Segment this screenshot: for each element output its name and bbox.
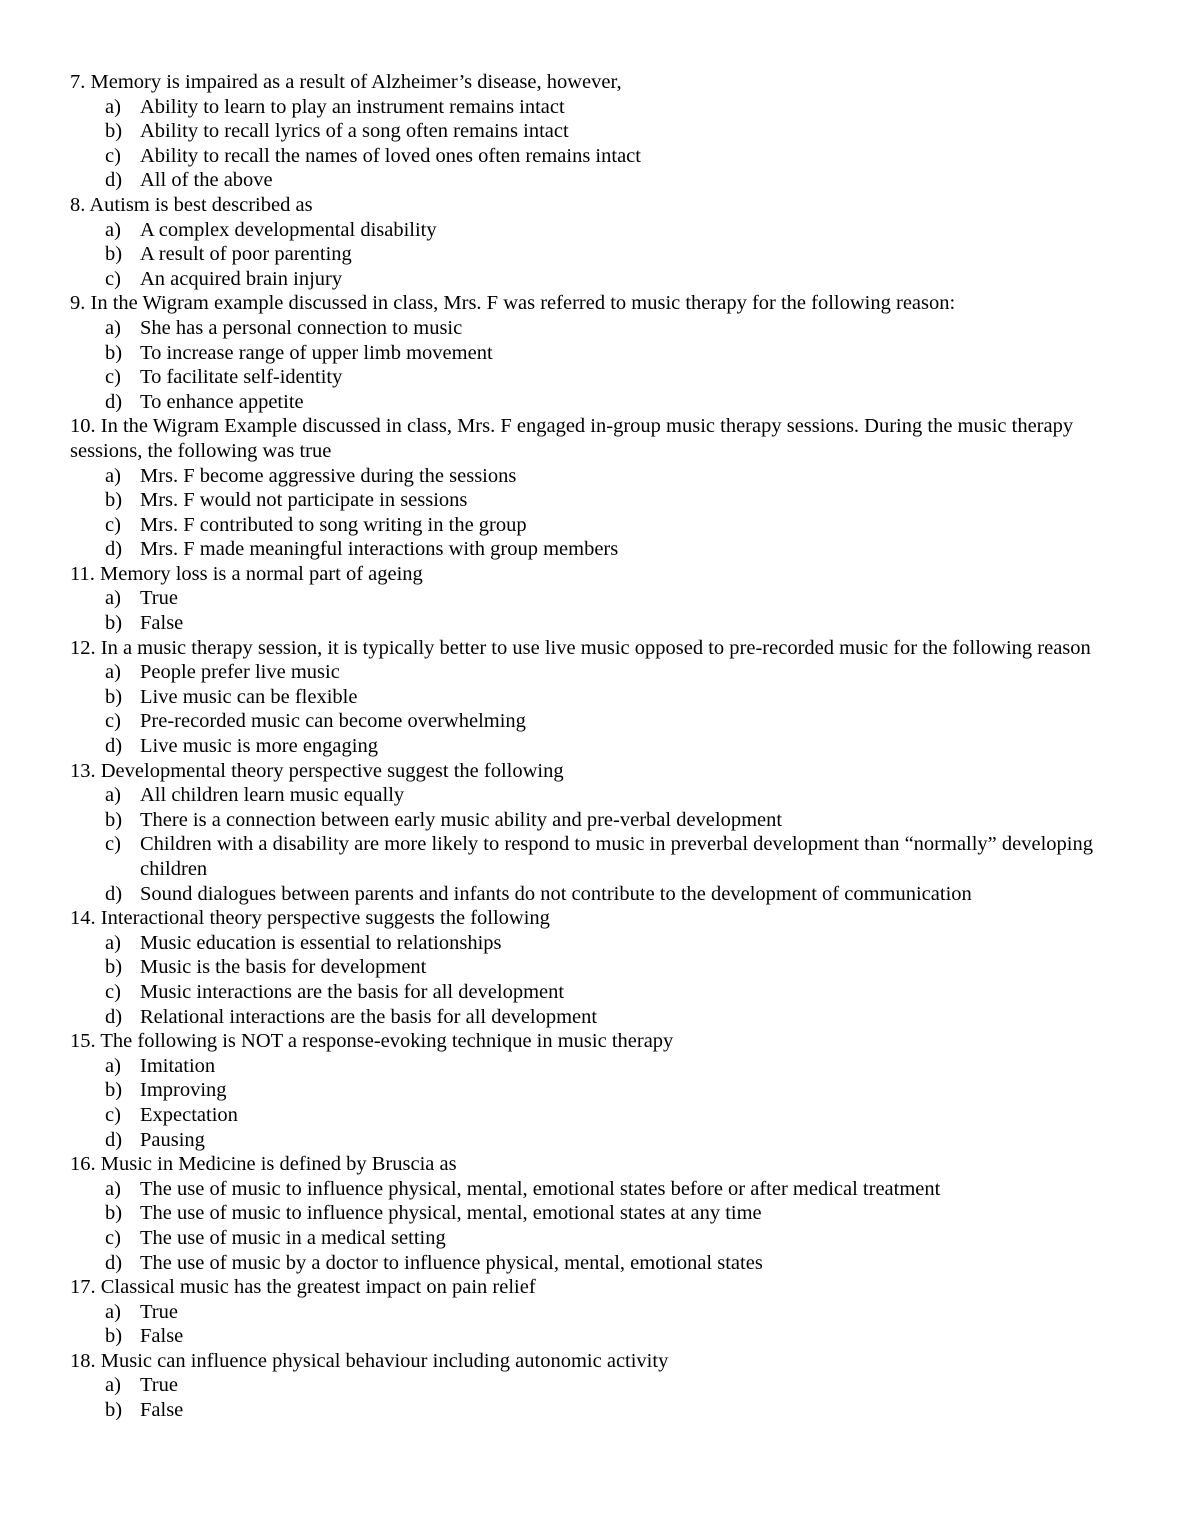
option-text: Live music is more engaging: [140, 735, 378, 758]
option-text: The use of music in a medical setting: [140, 1226, 446, 1249]
question-text: 10. In the Wigram Example discussed in class, Mrs. F engaged in-group music therapy sessions. During the music therapy sessions, the following was true: [70, 415, 1074, 462]
option-letter: a): [105, 218, 121, 241]
option-list: [70, 316, 1130, 414]
option-letter: c): [105, 366, 121, 389]
question-12: [70, 636, 1130, 759]
option-letter: b): [105, 489, 123, 512]
option-text: Music is the basis for development: [140, 956, 427, 979]
option-letter: b): [105, 1202, 123, 1225]
answer-option: [70, 1226, 1130, 1251]
option-letter: a): [105, 95, 121, 118]
question-17: [70, 1275, 1130, 1349]
option-letter: b): [105, 1079, 123, 1102]
option-text: False: [140, 1325, 184, 1348]
option-text: Sound dialogues between parents and infants do not contribute to the development of communication: [140, 882, 972, 905]
option-letter: b): [105, 612, 123, 635]
option-letter: c): [105, 144, 121, 167]
question-text: 9. In the Wigram example discussed in class, Mrs. F was referred to music therapy for the following reason:: [70, 292, 956, 315]
option-list: [70, 931, 1130, 1029]
question-text: 13. Developmental theory perspective suggest the following: [70, 759, 564, 782]
answer-option: [70, 390, 1130, 415]
answer-option: [70, 119, 1130, 144]
answer-option: [70, 611, 1130, 636]
option-list: [70, 464, 1130, 562]
option-text: The use of music to influence physical, mental, emotional states before or after medical treatment: [140, 1177, 941, 1200]
option-list: [70, 1300, 1130, 1349]
answer-option: [70, 1078, 1130, 1103]
answer-option: [70, 1103, 1130, 1128]
answer-option: [70, 660, 1130, 685]
answer-option: [70, 955, 1130, 980]
option-letter: d): [105, 1128, 123, 1151]
option-letter: a): [105, 1374, 121, 1397]
question-text: 16. Music in Medicine is defined by Bruscia as: [70, 1153, 457, 1176]
answer-option: [70, 1005, 1130, 1030]
option-text: Pre-recorded music can become overwhelming: [140, 710, 526, 733]
option-text: Ability to recall lyrics of a song often remains intact: [140, 120, 569, 143]
answer-option: [70, 218, 1130, 243]
option-letter: d): [105, 735, 123, 758]
option-letter: d): [105, 882, 123, 905]
option-letter: d): [105, 538, 123, 561]
question-text: 11. Memory loss is a normal part of ageing: [70, 562, 423, 585]
option-text: True: [140, 1374, 178, 1397]
option-list: [70, 586, 1130, 635]
option-text: Mrs. F contributed to song writing in the group: [140, 513, 527, 536]
option-letter: d): [105, 390, 123, 413]
option-letter: d): [105, 169, 123, 192]
option-text: There is a connection between early music ability and pre-verbal development: [140, 808, 783, 831]
answer-option: [70, 242, 1130, 267]
option-letter: b): [105, 1399, 123, 1422]
answer-option: [70, 1177, 1130, 1202]
answer-option: [70, 808, 1130, 833]
option-text: To increase range of upper limb movement: [140, 341, 493, 364]
option-letter: d): [105, 1251, 123, 1274]
answer-option: [70, 1054, 1130, 1079]
question-18: [70, 1349, 1130, 1423]
option-text: Music interactions are the basis for all development: [140, 980, 565, 1003]
answer-option: [70, 832, 1130, 881]
question-9: [70, 291, 1130, 414]
answer-option: [70, 586, 1130, 611]
option-letter: a): [105, 1177, 121, 1200]
question-7: [70, 70, 1130, 193]
option-letter: a): [105, 931, 121, 954]
option-letter: c): [105, 833, 121, 856]
answer-option: [70, 464, 1130, 489]
answer-option: [70, 365, 1130, 390]
answer-option: [70, 1373, 1130, 1398]
option-text: False: [140, 1399, 184, 1422]
option-text: All of the above: [140, 169, 273, 192]
option-letter: c): [105, 1226, 121, 1249]
answer-option: [70, 488, 1130, 513]
option-letter: c): [105, 1103, 121, 1126]
option-text: She has a personal connection to music: [140, 316, 463, 339]
answer-option: [70, 513, 1130, 538]
question-8: [70, 193, 1130, 291]
option-letter: d): [105, 1005, 123, 1028]
option-letter: b): [105, 120, 123, 143]
option-letter: b): [105, 685, 123, 708]
answer-option: [70, 1398, 1130, 1423]
option-letter: a): [105, 587, 121, 610]
answer-option: [70, 734, 1130, 759]
option-text: False: [140, 612, 184, 635]
answer-option: [70, 1128, 1130, 1153]
answer-option: [70, 537, 1130, 562]
answer-option: [70, 882, 1130, 907]
option-text: An acquired brain injury: [140, 267, 343, 290]
answer-option: [70, 783, 1130, 808]
option-letter: c): [105, 513, 121, 536]
option-letter: b): [105, 956, 123, 979]
answer-option: [70, 316, 1130, 341]
option-letter: b): [105, 243, 123, 266]
option-letter: a): [105, 784, 121, 807]
option-text: Expectation: [140, 1103, 238, 1126]
option-text: Imitation: [140, 1054, 216, 1077]
answer-option: [70, 931, 1130, 956]
question-text: 7. Memory is impaired as a result of Alzheimer’s disease, however,: [70, 71, 622, 93]
option-list: [70, 1177, 1130, 1275]
option-letter: b): [105, 1325, 123, 1348]
option-text: A result of poor parenting: [140, 243, 352, 266]
option-letter: a): [105, 1054, 121, 1077]
option-text: Children with a disability are more likely to respond to music in preverbal development than “normally” developing children: [140, 833, 1093, 880]
answer-option: [70, 980, 1130, 1005]
document-page: [70, 70, 1130, 1423]
option-list: [70, 1054, 1130, 1152]
answer-option: [70, 168, 1130, 193]
option-text: To facilitate self-identity: [140, 366, 343, 389]
question-16: [70, 1152, 1130, 1275]
option-list: [70, 783, 1130, 906]
question-text: 8. Autism is best described as: [70, 193, 313, 216]
answer-option: [70, 144, 1130, 169]
option-letter: a): [105, 1300, 121, 1323]
question-10: [70, 414, 1130, 562]
question-text: 17. Classical music has the greatest impact on pain relief: [70, 1276, 536, 1299]
answer-option: [70, 1251, 1130, 1276]
option-text: Pausing: [140, 1128, 205, 1151]
option-text: Mrs. F made meaningful interactions with group members: [140, 538, 619, 561]
option-text: People prefer live music: [140, 661, 340, 684]
answer-option: [70, 267, 1130, 292]
option-text: Live music can be flexible: [140, 685, 358, 708]
option-text: The use of music to influence physical, mental, emotional states at any time: [140, 1202, 762, 1225]
option-letter: c): [105, 267, 121, 290]
option-text: Improving: [140, 1079, 227, 1102]
answer-option: [70, 1300, 1130, 1325]
question-11: [70, 562, 1130, 636]
option-letter: a): [105, 464, 121, 487]
question-text: 12. In a music therapy session, it is typically better to use live music opposed to pre-recorded music for the following reason: [70, 636, 1091, 659]
question-15: [70, 1029, 1130, 1152]
option-text: Ability to recall the names of loved ones often remains intact: [140, 144, 641, 167]
option-text: True: [140, 1300, 178, 1323]
answer-option: [70, 1201, 1130, 1226]
option-list: [70, 660, 1130, 758]
option-letter: a): [105, 316, 121, 339]
option-text: A complex developmental disability: [140, 218, 437, 241]
answer-option: [70, 1324, 1130, 1349]
option-letter: c): [105, 980, 121, 1003]
option-letter: b): [105, 808, 123, 831]
option-letter: b): [105, 341, 123, 364]
option-text: The use of music by a doctor to influence physical, mental, emotional states: [140, 1251, 763, 1274]
option-text: All children learn music equally: [140, 784, 405, 807]
option-text: True: [140, 587, 178, 610]
option-text: To enhance appetite: [140, 390, 304, 413]
answer-option: [70, 685, 1130, 710]
answer-option: [70, 95, 1130, 120]
option-letter: c): [105, 710, 121, 733]
question-13: [70, 759, 1130, 907]
question-14: [70, 906, 1130, 1029]
question-text: 18. Music can influence physical behaviour including autonomic activity: [70, 1349, 669, 1372]
option-list: [70, 95, 1130, 193]
question-text: 15. The following is NOT a response-evoking technique in music therapy: [70, 1030, 674, 1053]
answer-option: [70, 709, 1130, 734]
option-text: Music education is essential to relationships: [140, 931, 502, 954]
option-text: Ability to learn to play an instrument remains intact: [140, 95, 565, 118]
option-text: Mrs. F become aggressive during the sessions: [140, 464, 517, 487]
answer-option: [70, 341, 1130, 366]
option-text: Relational interactions are the basis for all development: [140, 1005, 598, 1028]
question-text: 14. Interactional theory perspective suggests the following: [70, 907, 550, 930]
option-list: [70, 1373, 1130, 1422]
option-letter: a): [105, 661, 121, 684]
option-list: [70, 218, 1130, 292]
option-text: Mrs. F would not participate in sessions: [140, 489, 468, 512]
